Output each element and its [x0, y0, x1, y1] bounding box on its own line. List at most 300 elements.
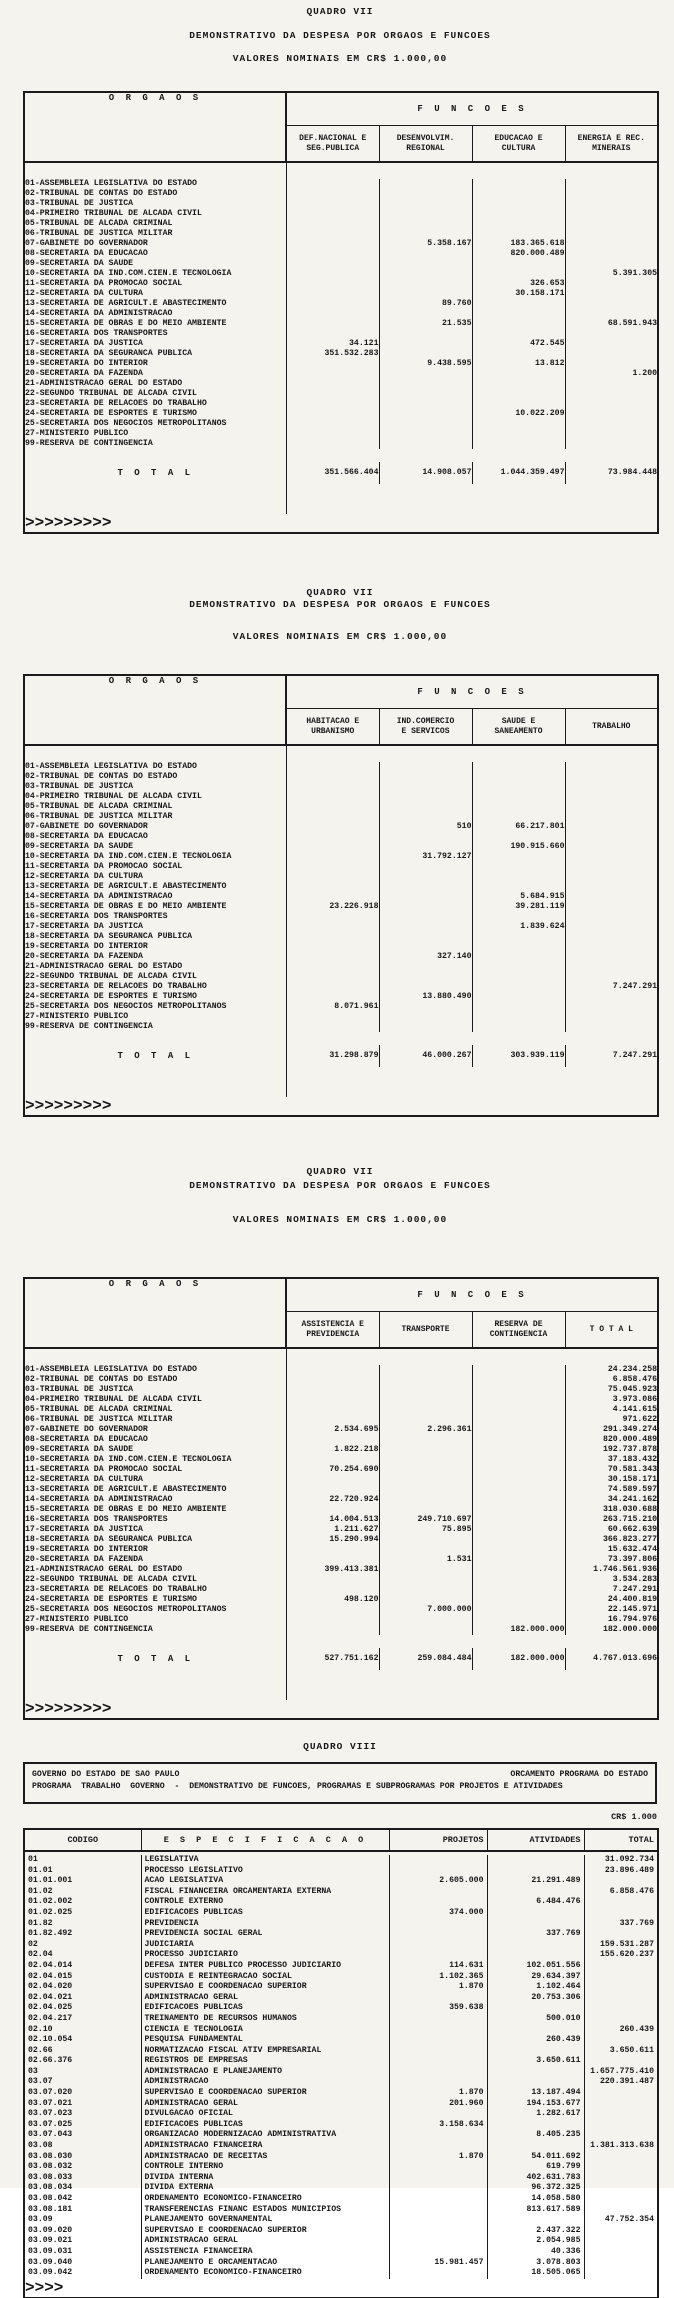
value-cell: 291.349.274 — [565, 1425, 658, 1435]
orgao-row — [24, 259, 658, 269]
atividades-cell: 21.291.489 — [487, 1876, 584, 1887]
projetos-cell: 1.102.365 — [389, 1972, 487, 1983]
orgao-row — [24, 189, 658, 199]
projetos-cell — [389, 1950, 487, 1961]
orgao-cell: 22-SEGUNDO TRIBUNAL DE ALCADA CIVIL — [25, 972, 197, 981]
value-cell — [286, 289, 379, 299]
atividades-cell — [487, 1940, 584, 1951]
value-cell — [379, 389, 472, 399]
value-cell — [379, 802, 472, 812]
value-cell: 66.217.801 — [472, 822, 565, 832]
value-cell — [565, 219, 658, 229]
funcao-column-header: SAUDE E SANEAMENTO — [472, 709, 565, 746]
value-cell — [379, 942, 472, 952]
value-cell — [286, 389, 379, 399]
total-cell — [584, 2268, 658, 2279]
value-cell — [286, 359, 379, 369]
orgao-cell: 01-ASSEMBLEIA LEGISLATIVA DO ESTADO — [25, 179, 197, 188]
quadro7-1-title: QUADRO VII — [306, 6, 374, 17]
orgao-cell: 01-ASSEMBLEIA LEGISLATIVA DO ESTADO — [25, 762, 197, 771]
value-cell — [472, 1475, 565, 1485]
orgao-row — [24, 209, 658, 219]
value-cell — [286, 932, 379, 942]
value-cell — [286, 319, 379, 329]
orgao-cell: 09-SECRETARIA DA SAUDE — [25, 259, 134, 268]
value-cell — [379, 279, 472, 289]
orgao-row — [24, 942, 658, 952]
value-cell — [565, 239, 658, 249]
orgaos-header: O R G A O S — [24, 92, 286, 162]
especificacao-cell: PREVIDENCIA SOCIAL GERAL — [141, 1929, 389, 1940]
orgao-row — [24, 369, 658, 379]
value-cell — [565, 942, 658, 952]
value-cell — [472, 1575, 565, 1585]
q8-row — [24, 2226, 658, 2237]
orgao-row — [24, 882, 658, 892]
orgao-row — [24, 1002, 658, 1012]
value-cell — [379, 972, 472, 982]
projetos-cell — [389, 1993, 487, 2004]
especificacao-cell: DIVULGACAO OFICIAL — [141, 2109, 389, 2120]
q8-row — [24, 2205, 658, 2216]
orgao-row — [24, 862, 658, 872]
total-cell: 155.620.237 — [584, 1950, 658, 1961]
funcao-column-header: HABITACAO E URBANISMO — [286, 709, 379, 746]
value-cell — [472, 369, 565, 379]
value-cell — [472, 379, 565, 389]
value-cell — [286, 782, 379, 792]
total-cell: 6.858.476 — [584, 1887, 658, 1898]
orgao-cell: 99-RESERVA DE CONTINGENCIA — [25, 1625, 153, 1634]
orgao-cell: 21-ADMINISTRACAO GERAL DO ESTADO — [25, 1565, 183, 1574]
especificacao-cell: ORGANIZACAO MODERNIZACAO ADMINISTRATIVA — [141, 2130, 389, 2141]
q8-row — [24, 2109, 658, 2120]
total-cell: 260.439 — [584, 2025, 658, 2036]
value-cell — [379, 249, 472, 259]
q8-row — [24, 2268, 658, 2279]
value-cell — [286, 922, 379, 932]
especificacao-cell: PROCESSO LEGISLATIVO — [141, 1866, 389, 1877]
orgao-cell: 11-SECRETARIA DA PROMOCAO SOCIAL — [25, 1465, 183, 1474]
atividades-cell: 500.010 — [487, 2014, 584, 2025]
projetos-cell — [389, 2046, 487, 2057]
orgao-cell: 08-SECRETARIA DA EDUCACAO — [25, 832, 148, 841]
total-cell — [584, 1961, 658, 1972]
value-cell — [565, 429, 658, 439]
orgao-cell: 14-SECRETARIA DA ADMINISTRACAO — [25, 892, 173, 901]
value-cell — [565, 842, 658, 852]
atividades-cell — [487, 1950, 584, 1961]
orgao-cell: 01-ASSEMBLEIA LEGISLATIVA DO ESTADO — [25, 1365, 197, 1374]
value-cell — [379, 762, 472, 772]
atividades-cell: 8.405.235 — [487, 2130, 584, 2141]
value-cell — [286, 299, 379, 309]
total-label: T O T A L — [117, 1654, 194, 1664]
orgao-cell: 18-SECRETARIA DA SEGURANCA PUBLICA — [25, 932, 193, 941]
value-cell — [286, 189, 379, 199]
orgao-cell: 21-ADMINISTRACAO GERAL DO ESTADO — [25, 962, 183, 971]
value-cell: 60.662.639 — [565, 1525, 658, 1535]
orgao-row — [24, 229, 658, 239]
quadro8-unit: CR$ 1.000 — [611, 1812, 657, 1822]
orgao-row — [24, 1385, 658, 1395]
codigo-cell: 03.09.020 — [28, 2225, 73, 2235]
especificacao-cell: PLANEJAMENTO GOVERNAMENTAL — [141, 2215, 389, 2226]
orgao-row — [24, 279, 658, 289]
value-cell — [379, 1445, 472, 1455]
value-cell — [472, 439, 565, 449]
value-cell — [472, 189, 565, 199]
orgao-row — [24, 219, 658, 229]
total-value-cell: 1.044.359.497 — [472, 462, 565, 484]
value-cell — [565, 329, 658, 339]
orgao-row — [24, 309, 658, 319]
codigo-cell: 01.82 — [28, 1918, 53, 1928]
value-cell — [472, 1425, 565, 1435]
projetos-cell: 15.981.457 — [389, 2258, 487, 2269]
value-cell — [379, 912, 472, 922]
total-cell: 159.531.287 — [584, 1940, 658, 1951]
value-cell — [565, 199, 658, 209]
total-cell — [584, 2035, 658, 2046]
orgao-cell: 03-TRIBUNAL DE JUSTICA — [25, 782, 134, 791]
especificacao-cell: EDIFICACOES PUBLICAS — [141, 2120, 389, 2131]
funcoes-header: F U N C O E S — [286, 92, 658, 126]
codigo-cell: 03.09.031 — [28, 2246, 73, 2256]
atividades-cell: 18.505.065 — [487, 2268, 584, 2279]
q8-row — [24, 2088, 658, 2099]
q8-row — [24, 2077, 658, 2088]
value-cell: 182.000.000 — [565, 1625, 658, 1635]
value-cell — [472, 259, 565, 269]
value-cell — [286, 772, 379, 782]
orgao-cell: 25-SECRETARIA DOS NEGOCIOS METROPOLITANOS — [25, 1002, 227, 1011]
codigo-cell: 02 — [28, 1939, 38, 1949]
projetos-cell — [389, 2077, 487, 2088]
value-cell — [379, 439, 472, 449]
value-cell — [565, 782, 658, 792]
value-cell — [565, 962, 658, 972]
q8-row — [24, 2236, 658, 2247]
orgao-row — [24, 319, 658, 329]
value-cell — [565, 1012, 658, 1022]
value-cell — [472, 992, 565, 1002]
q8-row — [24, 2247, 658, 2258]
quadro7-2-title: QUADRO VII — [306, 587, 374, 598]
projetos-cell — [389, 2236, 487, 2247]
atividades-cell — [487, 2046, 584, 2057]
orgao-row — [24, 1585, 658, 1595]
total-value-cell: 31.298.879 — [286, 1045, 379, 1067]
value-cell — [379, 1485, 472, 1495]
value-cell: 3.534.283 — [565, 1575, 658, 1585]
quadro8-header-line2: PROGRAMA TRABALHO GOVERNO - DEMONSTRATIVO DE FUNCOES, PROGRAMAS E SUBPROGRAMAS POR PROJETOS E ATIVIDADES — [32, 1782, 563, 1791]
total-cell — [584, 2109, 658, 2120]
value-cell — [379, 339, 472, 349]
projetos-cell: 2.605.000 — [389, 1876, 487, 1887]
value-cell: 498.120 — [286, 1595, 379, 1605]
orgao-cell: 02-TRIBUNAL DE CONTAS DO ESTADO — [25, 772, 178, 781]
total-cell: 220.391.487 — [584, 2077, 658, 2088]
value-cell — [472, 1465, 565, 1475]
value-cell — [379, 219, 472, 229]
value-cell — [472, 792, 565, 802]
orgao-row — [24, 1615, 658, 1625]
quadro8-header-left: GOVERNO DO ESTADO DE SAO PAULO — [32, 1770, 180, 1779]
projetos-cell: 374.000 — [389, 1908, 487, 1919]
orgao-cell: 19-SECRETARIA DO INTERIOR — [25, 1545, 148, 1554]
value-cell — [472, 952, 565, 962]
value-cell — [565, 279, 658, 289]
codigo-cell: 02.66.376 — [28, 2056, 73, 2066]
value-cell — [286, 1365, 379, 1375]
quadro7-section-1 — [23, 7, 657, 534]
value-cell — [472, 1525, 565, 1535]
value-cell — [565, 972, 658, 982]
value-cell — [379, 1365, 472, 1375]
total-cell — [584, 2258, 658, 2269]
projetos-cell — [389, 2215, 487, 2226]
orgao-row — [24, 902, 658, 912]
value-cell: 510 — [379, 822, 472, 832]
orgao-row — [24, 1625, 658, 1635]
codigo-cell: 02.04.015 — [28, 1971, 73, 1981]
value-cell: 15.290.994 — [286, 1535, 379, 1545]
atividades-cell: 1.102.464 — [487, 1982, 584, 1993]
orgaos-header: O R G A O S — [24, 675, 286, 745]
value-cell — [565, 832, 658, 842]
especificacao-cell: JUDICIARIA — [141, 1940, 389, 1951]
orgao-cell: 03-TRIBUNAL DE JUSTICA — [25, 1385, 134, 1394]
codigo-cell: 03.07.021 — [28, 2098, 73, 2108]
q8-row — [24, 2130, 658, 2141]
value-cell — [472, 782, 565, 792]
value-cell — [286, 982, 379, 992]
projetos-cell — [389, 2205, 487, 2216]
quadro7-table-1: O R G A O S F U N C O E S DEF.NACIONAL E SEG.PUBLICA DESENVOLVIM. REGIONAL EDUCACAO E CULTURA ENERGIA E REC. MINERAIS 01-ASSEMBLEIA LEGISLATIVA DO ESTADO 02-TRIBUNAL DE CONTAS DO ESTADO 03-TRIBUNAL DE JUSTICA 04-PRIMEIRO TRIBUNAL DE ALCADA CIVIL 05-TRIBUNAL DE ALCADA CRIMINAL 06-TRIBUNAL DE JUSTICA MILITAR 07-GABINETE DO GOVERNADOR 5.358.167 183.365.618 08-SECRETARIA DA EDUCACAO 820.000.489 09-SECRETARIA DA SAUDE 10-SECRETARIA DA IND.COM.CIEN.E TECNOLOGIA 5.391.305 11-SECRETARIA DA PROMOCAO SOCIAL 326.653 12-SECRETARIA DA CULTURA 30.158.171 13-SECRETARIA DE AGRICULT.E ABASTECIMENTO 89.760 14-SECRETARIA DA ADMINISTRACAO 15-SECRETARIA DE OBRAS E DO MEIO AMBIENTE 21.535 68.591.943 16-SECRETARIA DOS TRANSPORTES 17-SECRETARIA DA JUSTICA 34.121 472.545 18-SECRETARIA DA SEGURANCA PUBLICA 351.532.283 19-SECRETARIA DO INTERIOR 9.438.595 13.812 20-SECRETARIA DA FAZENDA 1.200 21-ADMINISTRACAO GERAL DO ESTADO 22-SEGUNDO TRIBUNAL DE ALCADA CIVIL 23-SECRETARIA DE RELACOES DO TRABALHO 24-SECRETARIA DE ESPORTES E TURISMO 10.022.209 25-SECRETARIA DOS NEGOCIOS METROPOLITANOS 27-MINISTERIO PUBLICO 99-RESERVA DE CONTINGENCIA T O T A L 351.566.404 14.908.057 1.044.359.497 73.984.448 >>>>>>>>> — [25, 93, 658, 532]
value-cell — [472, 1505, 565, 1515]
q8-row — [24, 2258, 658, 2269]
value-cell — [286, 199, 379, 209]
quadro7-section-3 — [23, 1167, 657, 1720]
orgao-row — [24, 842, 658, 852]
value-cell — [286, 1455, 379, 1465]
value-cell — [379, 1615, 472, 1625]
value-cell — [472, 389, 565, 399]
value-cell: 75.895 — [379, 1525, 472, 1535]
atividades-cell — [487, 2067, 584, 2078]
orgao-cell: 18-SECRETARIA DA SEGURANCA PUBLICA — [25, 1535, 193, 1544]
value-cell: 6.858.476 — [565, 1375, 658, 1385]
quadro8-title: QUADRO VIII — [303, 1741, 377, 1752]
q8-row — [24, 2025, 658, 2036]
orgao-cell: 07-GABINETE DO GOVERNADOR — [25, 822, 148, 831]
orgao-cell: 17-SECRETARIA DA JUSTICA — [25, 339, 143, 348]
total-cell — [584, 1982, 658, 1993]
especificacao-cell: EDIFICACOES PUBLICAS — [141, 1908, 389, 1919]
value-cell — [379, 1012, 472, 1022]
value-cell — [286, 1505, 379, 1515]
atividades-cell — [487, 2120, 584, 2131]
orgao-row — [24, 269, 658, 279]
value-cell: 5.391.305 — [565, 269, 658, 279]
codigo-cell: 03.09.042 — [28, 2268, 73, 2278]
quadro7-table-3: O R G A O S F U N C O E S ASSISTENCIA E PREVIDENCIA TRANSPORTE RESERVA DE CONTINGENCIA T O T A L 01-ASSEMBLEIA LEGISLATIVA DO ESTADO 24.234.258 02-TRIBUNAL DE CONTAS DO ESTADO 6.858.476 03-TRIBUNAL DE JUSTICA 75.045.923 04-PRIMEIRO TRIBUNAL DE ALCADA CIVIL 3.973.086 05-TRIBUNAL DE ALCADA CRIMINAL 4.141.615 06-TRIBUNAL DE JUSTICA MILITAR 971.622 07-GABINETE DO GOVERNADOR 2.534.695 2.296.361 291.349.274 08-SECRETARIA DA EDUCACAO 820.000.489 09-SECRETARIA DA SAUDE 1.822.218 192.737.878 10-SECRETARIA DA IND.COM.CIEN.E TECNOLOGIA 37.183.432 11-SECRETARIA DA PROMOCAO SOCIAL 70.254.690 70.581.343 12-SECRETARIA DA CULTURA 30.158.171 13-SECRETARIA DE AGRICULT.E ABASTECIMENTO 74.589.597 14-SECRETARIA DA ADMINISTRACAO 22.720.924 34.241.162 15-SECRETARIA DE OBRAS E DO MEIO AMBIENTE 318.030.688 16-SECRETARIA DOS TRANSPORTES 14.004.513 249.710.697 263.715.210 17-SECRETARIA DA JUSTICA 1.211.627 75.895 60.662.639 18-SECRETARIA DA SEGURANCA PUBLICA 15.290.994 366.823.277 19-SECRETARIA DO INTERIOR 15.632.474 20-SECRETARIA DA FAZENDA 1.531 73.397.806 21-ADMINISTRACAO GERAL DO ESTADO 399.413.381 1.746.561.936 22-SEGUNDO TRIBUNAL DE ALCADA CIVIL 3.534.283 23-SECRETARIA DE RELACOES DO TRABALHO 7.247.291 24-SECRETARIA DE ESPORTES E TURISMO 498.120 24.400.819 25-SECRETARIA DOS NEGOCIOS METROPOLITANOS 7.000.000 22.145.971 27-MINISTERIO PUBLICO 16.794.976 99-RESERVA DE CONTINGENCIA 182.000.000 182.000.000 T O T A L 527.751.162 259.084.484 182.000.000 4.767.013.696 >>>>>>>>> — [25, 1279, 658, 1718]
value-cell — [472, 229, 565, 239]
total-cell — [584, 2247, 658, 2258]
value-cell — [565, 309, 658, 319]
atividades-cell — [487, 2077, 584, 2088]
total-cell — [584, 2088, 658, 2099]
value-cell — [286, 1625, 379, 1635]
value-cell — [286, 862, 379, 872]
orgao-cell: 25-SECRETARIA DOS NEGOCIOS METROPOLITANOS — [25, 419, 227, 428]
value-cell — [379, 982, 472, 992]
value-cell — [565, 772, 658, 782]
value-cell — [565, 289, 658, 299]
quadro7-3-unit: VALORES NOMINAIS EM CR$ 1.000,00 — [232, 1214, 448, 1225]
value-cell: 68.591.943 — [565, 319, 658, 329]
value-cell — [379, 1415, 472, 1425]
orgao-cell: 25-SECRETARIA DOS NEGOCIOS METROPOLITANOS — [25, 1605, 227, 1614]
value-cell — [565, 189, 658, 199]
value-cell — [286, 1415, 379, 1425]
orgao-row — [24, 772, 658, 782]
value-cell — [379, 922, 472, 932]
orgao-row — [24, 792, 658, 802]
value-cell — [565, 1022, 658, 1032]
quadro7-section-2 — [23, 588, 657, 1117]
q8-row — [24, 1929, 658, 1940]
codigo-cell: 03.09 — [28, 2215, 53, 2225]
codigo-cell: 02.04.020 — [28, 1982, 73, 1992]
q8-column-header: PROJETOS — [389, 1829, 487, 1851]
value-cell — [379, 842, 472, 852]
projetos-cell — [389, 2226, 487, 2237]
value-cell — [379, 269, 472, 279]
orgao-row — [24, 429, 658, 439]
value-cell: 34.241.162 — [565, 1495, 658, 1505]
orgao-cell: 05-TRIBUNAL DE ALCADA CRIMINAL — [25, 802, 173, 811]
orgao-cell: 05-TRIBUNAL DE ALCADA CRIMINAL — [25, 1405, 173, 1414]
value-cell: 472.545 — [472, 339, 565, 349]
orgao-row — [24, 199, 658, 209]
funcao-column-header: ENERGIA E REC. MINERAIS — [565, 126, 658, 163]
codigo-cell: 03 — [28, 2066, 38, 2076]
value-cell — [379, 1475, 472, 1485]
quadro8-table: CODIGO E S P E C I F I C A C A O PROJETOS ATIVIDADES TOTAL 01 LEGISLATIVA 31.092.734 01.01 PROCESSO LEGISLATIVO 23.896.489 01.01.001 ACAO LEGISLATIVA 2.605.000 21.291.489 01.02 FISCAL FINANCEIRA ORCAMENTARIA EXTERNA 6.858.476 01.02.002 CONTROLE EXTERNO 6.484.476 01.02.025 EDIFICACOES PUBLICAS 374.000 01.82 PREVIDENCIA 337.769 01.82.492 PREVIDENCIA SOCIAL GERAL 337.769 02 JUDICIARIA 159.531.287 02.04 PROCESSO JUDICIARIO 155.620.237 02.04.014 DEFESA INTER PUBLICO PROCESSO JUDICIARIO 114.631 102.051.556 02.04.015 CUSTODIA E REINTEGRACAO SOCIAL 1.102.365 29.634.397 02.04.020 SUPERVISAO E COORDENACAO SUPERIOR 1.870 1.102.464 02.04.021 ADMINISTRACAO GERAL 20.753.306 02.04.025 EDIFICACOES PUBLICAS 359.638 02.04.217 TREINAMENTO DE RECURSOS HUMANOS 500.010 02.10 CIENCIA E TECNOLOGIA 260.439 02.10.054 PESQUISA FUNDAMENTAL 260.439 02.66 NORMATIZACAO FISCAL ATIV EMPRESARIAL 3.650.611 02.66.376 REGISTROS DE EMPRESAS 3.650.611 03 ADMINISTRACAO E PLANEJAMENTO 1.657.775.410 03.07 ADMINISTRACAO 220.391.487 03.07.020 SUPERVISAO E COORDENACAO SUPERIOR 1.870 13.187.494 03.07.021 ADMINISTRACAO GERAL 201.960 194.153.677 03.07.023 DIVULGACAO OFICIAL 1.282.617 03.07.025 EDIFICACOES PUBLICAS 3.158.634 03.07.043 ORGANIZACAO MODERNIZACAO ADMINISTRATIVA 8.405.235 03.08 ADMINISTRACAO FINANCEIRA 1.381.313.638 03.08.030 ADMINISTRACAO DE RECEITAS 1.870 54.011.692 03.08.032 CONTROLE INTERNO 619.799 03.08.033 DIVIDA INTERNA 402.631.783 03.08.034 DIVIDA EXTERNA 96.372.325 03.08.042 ORDENAMENTO ECONOMICO-FINANCEIRO 14.058.580 03.08.181 TRANSFERENCIAS FINANC ESTADOS MUNICIPIOS 813.617.589 03.09 PLANEJAMENTO GOVERNAMENTAL 47.752.354 03.09.020 SUPERVISAO E COORDENACAO SUPERIOR 2.437.322 03.09.021 ADMINISTRACAO GERAL 2.054.985 03.09.031 ASSISTENCIA FINANCEIRA 40.336 03.09.040 PLANEJAMENTO E ORCAMENTACAO 15.981.457 3.078.803 03.09.042 ORDENAMENTO ECONOMICO-FINANCEIRO 18.505.065 >>>> — [23, 1828, 659, 2298]
value-cell — [379, 229, 472, 239]
q8-row — [24, 2173, 658, 2184]
value-cell — [472, 1375, 565, 1385]
value-cell — [379, 1535, 472, 1545]
quadro7-2-unit: VALORES NOMINAIS EM CR$ 1.000,00 — [232, 631, 448, 642]
value-cell — [379, 1405, 472, 1415]
especificacao-cell: FISCAL FINANCEIRA ORCAMENTARIA EXTERNA — [141, 1887, 389, 1898]
value-cell — [472, 1545, 565, 1555]
orgao-cell: 17-SECRETARIA DA JUSTICA — [25, 1525, 143, 1534]
orgao-cell: 14-SECRETARIA DA ADMINISTRACAO — [25, 309, 173, 318]
value-cell — [379, 882, 472, 892]
value-cell — [565, 439, 658, 449]
codigo-cell: 01.02.025 — [28, 1907, 73, 1917]
projetos-cell: 114.631 — [389, 1961, 487, 1972]
value-cell — [565, 249, 658, 259]
orgao-row — [24, 1415, 658, 1425]
value-cell: 7.247.291 — [565, 982, 658, 992]
especificacao-cell: DEFESA INTER PUBLICO PROCESSO JUDICIARIO — [141, 1961, 389, 1972]
quadro7-1-unit: VALORES NOMINAIS EM CR$ 1.000,00 — [232, 53, 448, 64]
value-cell — [565, 229, 658, 239]
total-value-cell: 182.000.000 — [472, 1648, 565, 1670]
value-cell — [379, 1585, 472, 1595]
value-cell — [472, 1595, 565, 1605]
value-cell — [565, 259, 658, 269]
value-cell — [565, 822, 658, 832]
orgao-cell: 23-SECRETARIA DE RELACOES DO TRABALHO — [25, 982, 207, 991]
orgao-row — [24, 359, 658, 369]
total-row — [24, 1045, 658, 1067]
value-cell — [472, 349, 565, 359]
value-cell — [379, 199, 472, 209]
q8-row — [24, 2003, 658, 2014]
codigo-cell: 03.08.032 — [28, 2162, 73, 2172]
atividades-cell: 813.617.589 — [487, 2205, 584, 2216]
quadro8-header-right: ORCAMENTO PROGRAMA DO ESTADO — [510, 1770, 648, 1779]
value-cell — [286, 429, 379, 439]
orgao-row — [24, 962, 658, 972]
value-cell: 820.000.489 — [472, 249, 565, 259]
value-cell: 7.247.291 — [565, 1585, 658, 1595]
value-cell — [565, 872, 658, 882]
total-cell: 47.752.354 — [584, 2215, 658, 2226]
orgao-cell: 09-SECRETARIA DA SAUDE — [25, 842, 134, 851]
orgao-cell: 09-SECRETARIA DA SAUDE — [25, 1445, 134, 1454]
total-cell — [584, 2162, 658, 2173]
q8-row — [24, 2215, 658, 2226]
value-cell — [286, 1605, 379, 1615]
orgao-row — [24, 1575, 658, 1585]
value-cell — [286, 972, 379, 982]
quadro7-3-subtitle: DEMONSTRATIVO DA DESPESA POR ORGAOS E FUNCOES — [189, 1180, 491, 1191]
atividades-cell — [487, 2025, 584, 2036]
q8-row — [24, 2035, 658, 2046]
codigo-cell: 03.07 — [28, 2077, 53, 2087]
especificacao-cell: PREVIDENCIA — [141, 1919, 389, 1930]
value-cell — [472, 209, 565, 219]
orgao-row — [24, 812, 658, 822]
value-cell: 1.211.627 — [286, 1525, 379, 1535]
codigo-cell: 01.82.492 — [28, 1929, 73, 1939]
value-cell — [472, 1415, 565, 1425]
value-cell — [565, 389, 658, 399]
orgao-row — [24, 912, 658, 922]
projetos-cell — [389, 2173, 487, 2184]
orgao-cell: 17-SECRETARIA DA JUSTICA — [25, 922, 143, 931]
value-cell — [472, 832, 565, 842]
orgao-cell: 24-SECRETARIA DE ESPORTES E TURISMO — [25, 1595, 197, 1604]
codigo-cell: 03.07.043 — [28, 2130, 73, 2140]
value-cell — [565, 299, 658, 309]
value-cell: 10.022.209 — [472, 409, 565, 419]
value-cell — [379, 932, 472, 942]
value-cell: 30.158.171 — [472, 289, 565, 299]
codigo-cell: 02.04.014 — [28, 1960, 73, 1970]
value-cell — [565, 762, 658, 772]
value-cell: 37.183.432 — [565, 1455, 658, 1465]
orgao-cell: 18-SECRETARIA DA SEGURANCA PUBLICA — [25, 349, 193, 358]
q8-row — [24, 2120, 658, 2131]
